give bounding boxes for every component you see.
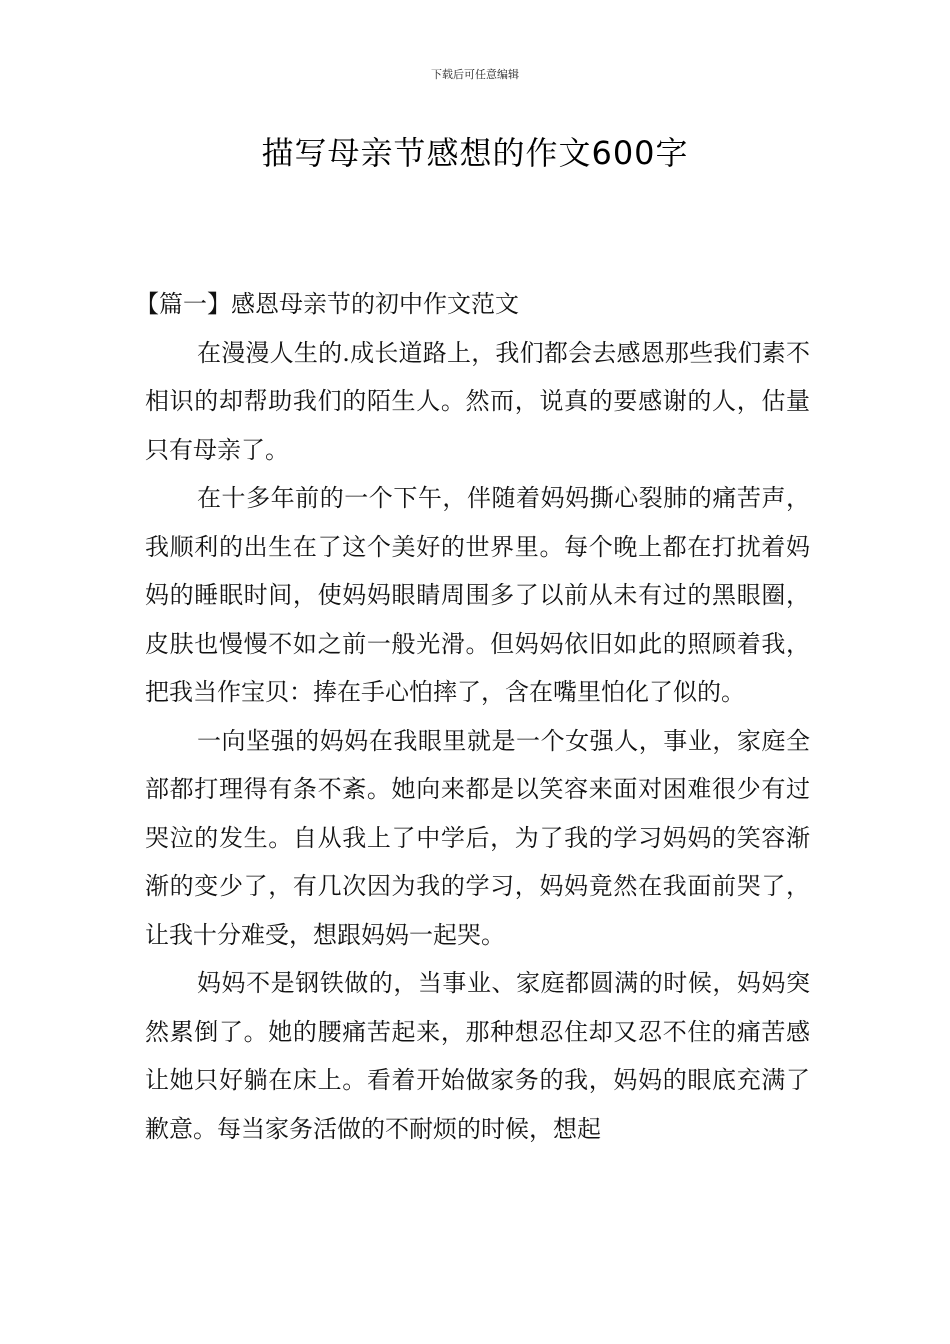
- paragraph: 妈妈不是钢铁做的，当事业、家庭都圆满的时候，妈妈突然累倒了。她的腰痛苦起来，那种想忍住却又忍不住的痛苦感让她只好躺在床上。看着开始做家务的我，妈妈的眼底充满了歉意。每当家务活做的不耐烦的时候，想起: [145, 969, 810, 1143]
- section-heading: 【篇一】感恩母亲节的初中作文范文: [135, 290, 519, 318]
- page-title: 描写母亲节感想的作文600字: [261, 134, 689, 172]
- paragraph: 一向坚强的妈妈在我眼里就是一个女强人，事业，家庭全部都打理得有条不紊。她向来都是以笑容来面对困难很少有过哭泣的发生。自从我上了中学后，为了我的学习妈妈的笑容渐渐的变少了，有几次因为我的学习，妈妈竟然在我面前哭了，让我十分难受，想跟妈妈一起哭。: [145, 726, 810, 949]
- article-body: [135, 280, 810, 1153]
- paragraph: 在漫漫人生的.成长道路上，我们都会去感恩那些我们素不相识的却帮助我们的陌生人。然而，说真的要感谢的人，估量只有母亲了。: [145, 338, 810, 464]
- paragraph: 在十多年前的一个下午，伴随着妈妈撕心裂肺的痛苦声，我顺利的出生在了这个美好的世界里。每个晚上都在打扰着妈妈的睡眠时间，使妈妈眼睛周围多了以前从未有过的黑眼圈，皮肤也慢慢不如之前一般光滑。但妈妈依旧如此的照顾着我，把我当作宝贝：捧在手心怕摔了，含在嘴里怕化了似的。: [145, 484, 810, 706]
- header-note: 下载后可任意编辑: [431, 68, 519, 81]
